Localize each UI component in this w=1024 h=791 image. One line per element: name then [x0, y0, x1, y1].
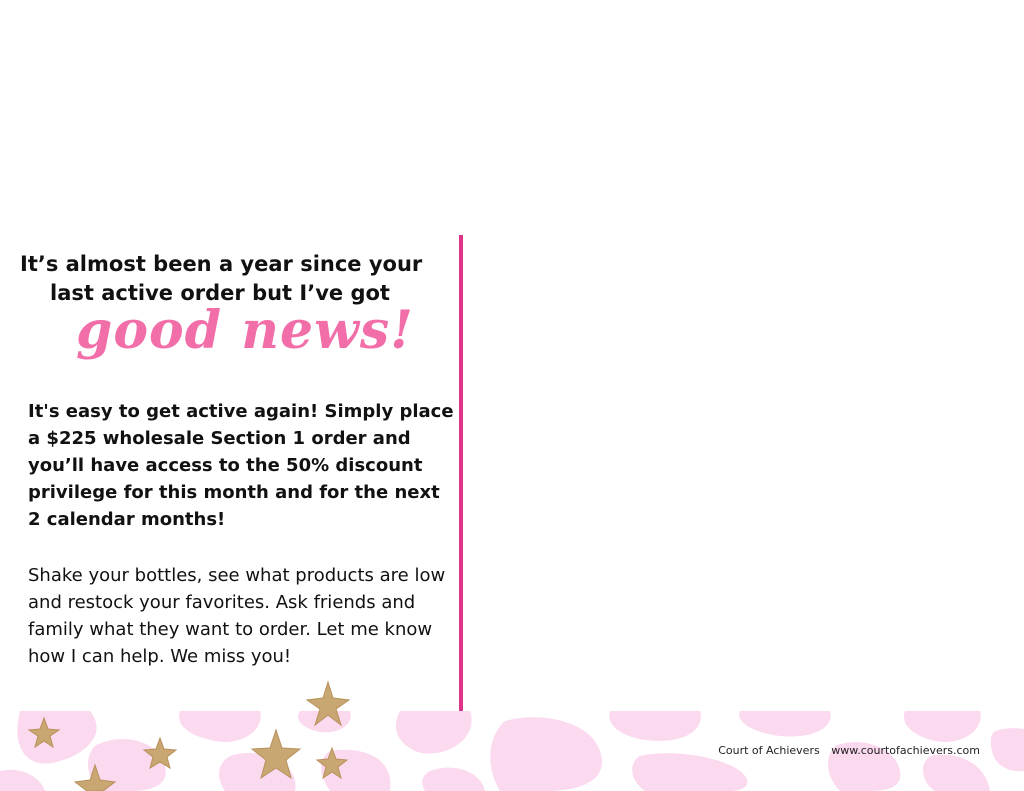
headline-line-1: It’s almost been a year since your — [20, 252, 423, 276]
footer-brand: Court of Achievers — [718, 744, 820, 757]
footer-website[interactable]: www.courtofachievers.com — [831, 744, 980, 757]
star-icon — [252, 730, 300, 778]
offer-text: It's easy to get active again! Simply place a $225 wholesale Section 1 order and you’ll have access to the 50% discount privilege for this month and for the next 2 calendar months! — [28, 401, 454, 530]
star-icon — [75, 765, 115, 791]
star-icon — [317, 748, 347, 778]
star-icon — [29, 718, 59, 747]
star-icon — [307, 682, 349, 725]
gold-stars-decoration — [0, 670, 400, 791]
star-icon — [144, 738, 176, 768]
footer — [710, 744, 980, 757]
script-heading: good news! — [76, 300, 414, 361]
headline-line-2: last active order but I’ve got — [50, 281, 390, 305]
vertical-divider — [459, 235, 463, 712]
body-text: Shake your bottles, see what products are low and restock your favorites. Ask friends and family what they want to order. Let me know how I can help. We miss you! — [28, 565, 446, 667]
